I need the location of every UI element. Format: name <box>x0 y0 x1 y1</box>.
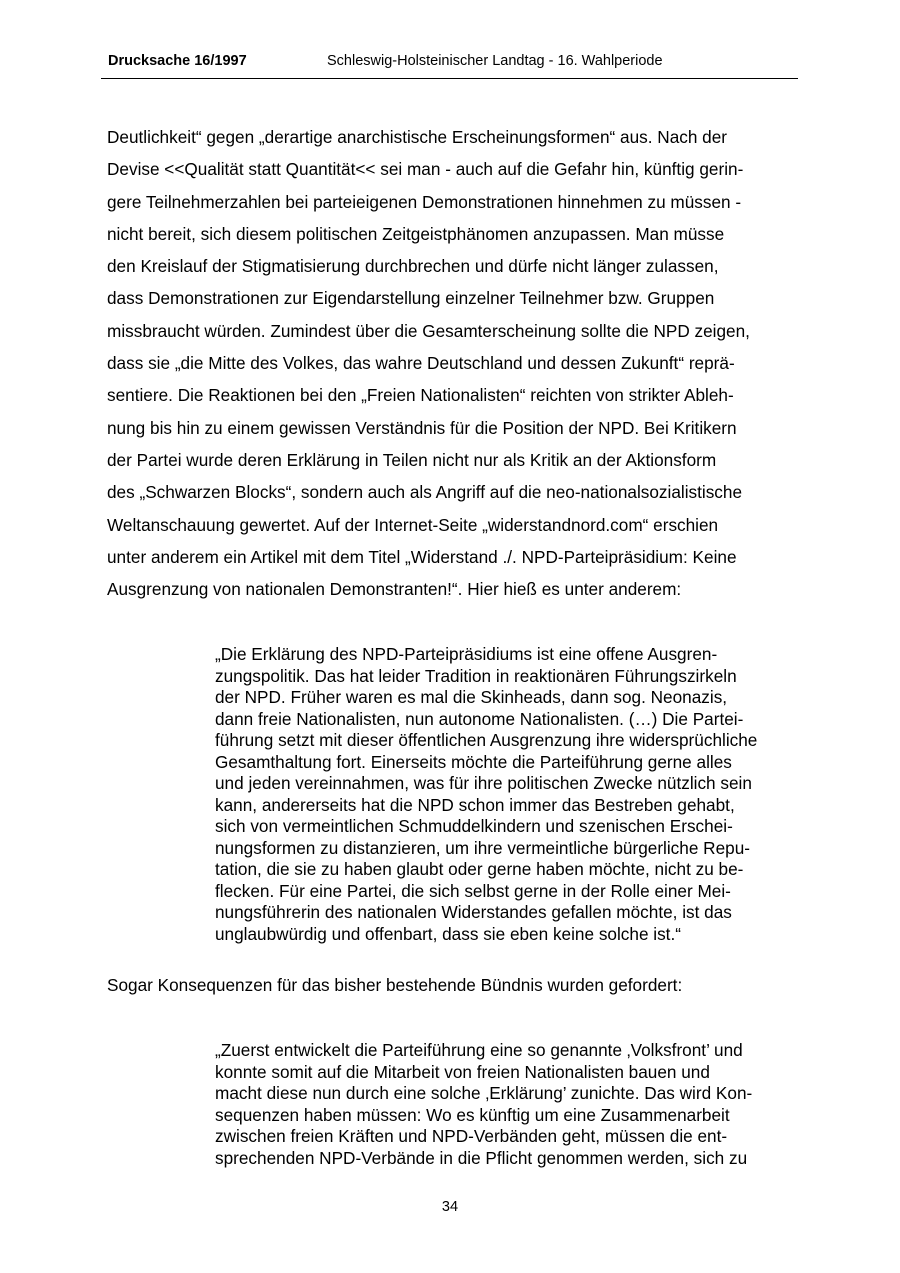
quote-line: und jeden vereinnahmen, was für ihre politischen Zwecke nützlich sein <box>215 773 752 793</box>
quote-line: kann, andererseits hat die NPD schon immer das Bestreben gehabt, <box>215 794 735 815</box>
quote-line: „Zuerst entwickelt die Parteiführung eine so genannte ‚Volksfront’ und <box>215 1040 743 1060</box>
text-line: Sogar Konsequenzen für das bisher bestehende Bündnis wurden gefordert: <box>107 975 683 995</box>
text-line: der Partei wurde deren Erklärung in Teilen nicht nur als Kritik an der Aktionsform <box>107 449 717 470</box>
quote-line: tation, die sie zu haben glaubt oder gerne haben möchte, nicht zu be- <box>215 859 744 879</box>
quote-line: der NPD. Früher waren es mal die Skinheads, dann sog. Neonazis, <box>215 687 728 707</box>
text-line: sentiere. Die Reaktionen bei den „Freien Nationalisten“ reichten von strikter Ableh- <box>107 385 734 406</box>
quote-line: dann freie Nationalisten, nun autonome Nationalisten. (…) Die Partei- <box>215 708 744 729</box>
text-line: nung bis hin zu einem gewissen Verständnis für die Position der NPD. Bei Kritikern <box>107 417 737 438</box>
text-line: Devise <<Qualität statt Quantität<< sei man - auch auf die Gefahr hin, künftig gerin- <box>107 159 744 180</box>
quote-line: flecken. Für eine Partei, die sich selbst gerne in der Rolle einer Mei- <box>215 880 731 901</box>
quote-line: sprechenden NPD-Verbände in die Pflicht genommen werden, sich zu <box>215 1147 748 1168</box>
page-number: 34 <box>441 1199 459 1215</box>
text-line: Ausgrenzung von nationalen Demonstranten!“. Hier hieß es unter anderem: <box>107 579 682 600</box>
block-quote-1 <box>215 644 805 945</box>
header-title: Schleswig-Holsteinischer Landtag - 16. Wahlperiode <box>327 53 663 69</box>
quote-line: sich von vermeintlichen Schmuddelkindern und szenischen Erschei- <box>215 816 733 836</box>
text-line: den Kreislauf der Stigmatisierung durchbrechen und dürfe nicht länger zulassen, <box>107 256 719 277</box>
text-line: dass sie „die Mitte des Volkes, das wahre Deutschland und dessen Zukunft“ reprä- <box>107 353 735 374</box>
quote-line: Gesamthaltung fort. Einerseits möchte die Parteiführung gerne alles <box>215 751 732 772</box>
quote-line: nungsführerin des nationalen Widerstandes gefallen möchte, ist das <box>215 902 732 922</box>
quote-line: unglaubwürdig und offenbart, dass sie eben keine solche ist.“ <box>215 923 681 944</box>
quote-line: „Die Erklärung des NPD-Parteipräsidiums ist eine offene Ausgren- <box>215 644 718 664</box>
quote-line: zwischen freien Kräften und NPD-Verbänden geht, müssen die ent- <box>215 1126 728 1146</box>
text-line: Weltanschauung gewertet. Auf der Internet-Seite „widerstandnord.com“ erschien <box>107 514 719 535</box>
text-line: Deutlichkeit“ gegen „derartige anarchistische Erscheinungsformen“ aus. Nach der <box>107 127 728 147</box>
quote-line: konnte somit auf die Mitarbeit von freien Nationalisten bauen und <box>215 1061 710 1082</box>
text-line: nicht bereit, sich diesem politischen Zeitgeistphänomen anzupassen. Man müsse <box>107 223 725 244</box>
text-line: unter anderem ein Artikel mit dem Titel „Widerstand ./. NPD-Parteipräsidium: Keine <box>107 546 737 567</box>
quote-line: sequenzen haben müssen: Wo es künftig um eine Zusammenarbeit <box>215 1104 730 1125</box>
block-quote-2 <box>215 1040 805 1169</box>
text-line: dass Demonstrationen zur Eigendarstellung einzelner Teilnehmer bzw. Gruppen <box>107 288 715 309</box>
text-line: des „Schwarzen Blocks“, sondern auch als Angriff auf die neo-nationalsozialistische <box>107 482 743 503</box>
document-number: Drucksache 16/1997 <box>108 53 247 69</box>
text-line: gere Teilnehmerzahlen bei parteieigenen Demonstrationen hinnehmen zu müssen - <box>107 191 742 212</box>
quote-line: führung setzt mit dieser öffentlichen Ausgrenzung ihre widersprüchliche <box>215 730 758 750</box>
paragraph-2 <box>107 969 797 1001</box>
quote-line: zungspolitik. Das hat leider Tradition in reaktionären Führungszirkeln <box>215 665 737 686</box>
quote-line: nungsformen zu distanzieren, um ihre vermeintliche bürgerliche Repu- <box>215 837 750 858</box>
page-header <box>101 52 798 79</box>
paragraph-1 <box>107 121 797 605</box>
text-line: missbraucht würden. Zumindest über die Gesamterscheinung sollte die NPD zeigen, <box>107 320 750 341</box>
quote-line: macht diese nun durch eine solche ‚Erklärung’ zunichte. Das wird Kon- <box>215 1083 753 1103</box>
